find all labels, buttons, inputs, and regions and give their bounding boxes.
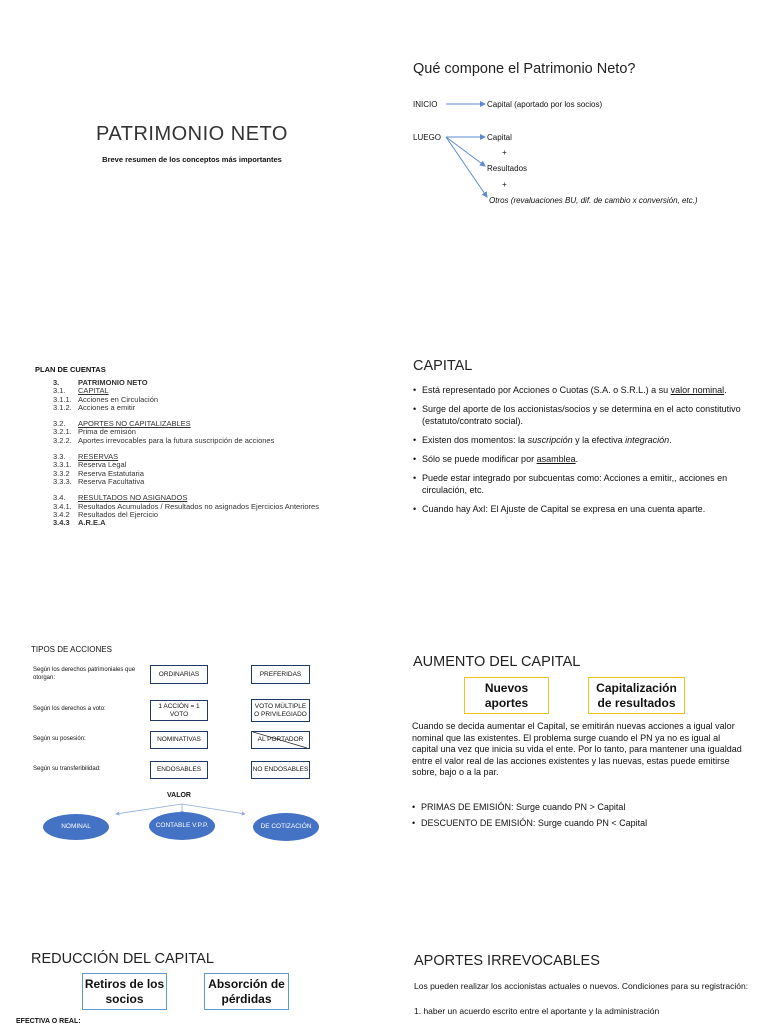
slide-title-heading: PATRIMONIO NETO (96, 123, 288, 145)
slide-aportes-irrevocables (384, 940, 768, 1024)
tipo-box: NO ENDOSABLES (251, 761, 310, 779)
plan-row: 3.2.2. Aportes irrevocables para la futura suscripción de acciones (53, 435, 275, 445)
plan-row: 3.3.2 Reserva Estatutaria (53, 468, 144, 478)
plan-row: 3.4. RESULTADOS NO ASIGNADOS (53, 493, 188, 503)
slide-aumento-capital (384, 640, 768, 960)
list-item: • Puede estar integrado por subcuentas como: Acciones a emitir,, acciones en circulación, etc. (413, 472, 753, 496)
list-item: • Cuando hay AxI: El Ajuste de Capital se expresa en una cuenta aparte. (413, 503, 753, 515)
plan-row: 3.2.1. Prima de emisión (53, 427, 136, 437)
plan-row: 3.4.1. Resultados Acumulados / Resultados no asignados Ejercicios Anteriores (53, 501, 319, 511)
valor-contable: CONTABLE V.P.P. (149, 812, 215, 840)
plan-row: 3.2. APORTES NO CAPITALIZABLES (53, 419, 191, 429)
aumento-bullets (412, 801, 752, 836)
box-absorcion: Absorción de pérdidas (204, 973, 289, 1010)
list-item: • DESCUENTO DE EMISIÓN: Surge cuando PN < Capital (412, 817, 752, 829)
capital-heading: CAPITAL (413, 358, 473, 374)
valor-cotizacion: DE COTIZACIÓN (253, 813, 319, 841)
tipo-label: Según su posesión: (33, 736, 86, 742)
box-nuevos-aportes: Nuevos aportes (464, 677, 549, 714)
plan-row: 3. PATRIMONIO NETO (53, 378, 148, 387)
valor-arrows (0, 640, 384, 960)
tipo-box: PREFERIDAS (251, 665, 310, 684)
list-item: • PRIMAS DE EMISIÓN: Surge cuando PN > Capital (412, 801, 752, 813)
label-plus-1: + (502, 148, 507, 157)
valor-nominal: NOMINAL (43, 814, 109, 840)
aportes-paragraph: Los pueden realizar los accionistas actuales o nuevos. Condiciones para su registración: (414, 981, 749, 991)
plan-row: 3.4.3 A.R.E.A (53, 518, 106, 528)
box-retiros: Retiros de los socios (82, 973, 167, 1010)
efectiva-label: EFECTIVA O REAL: (16, 1018, 81, 1024)
tipo-label: Según su transferibilidad: (33, 766, 101, 772)
plan-row: 3.3. RESERVAS (53, 452, 119, 462)
list-item: • Está representado por Acciones o Cuotas (S.A. o S.R.L.) a su valor nominal. (413, 384, 753, 396)
plan-cuentas-heading: PLAN DE CUENTAS (35, 365, 106, 374)
plan-row: 3.3.1. Reserva Legal (53, 460, 127, 470)
slide-reduccion-capital (0, 940, 384, 1024)
plan-row: 3.1. CAPITAL (53, 386, 109, 396)
slide-title (0, 0, 384, 320)
plan-cuentas-list (53, 379, 383, 527)
plan-row: 3.1.1. Acciones en Circulación (53, 394, 159, 404)
tipo-box: AL PORTADOR (251, 731, 310, 749)
tipo-box: NOMINATIVAS (150, 731, 208, 749)
tipos-heading: TIPOS DE ACCIONES (31, 645, 112, 654)
slide-composition (384, 0, 768, 320)
valor-label: VALOR (167, 792, 191, 799)
plan-row: 3.4.2 Resultados del Ejercicio (53, 509, 159, 519)
plan-row: 3.3.3. Reserva Facultativa (53, 476, 145, 486)
label-capital: Capital (487, 133, 512, 142)
aportes-item: 1. haber un acuerdo escrito entre el aportante y la administración (414, 1006, 660, 1016)
tipo-label: Según los derechos patrimoniales que otorgan: (33, 667, 136, 681)
reduccion-heading: REDUCCIÓN DEL CAPITAL (31, 951, 214, 967)
aumento-paragraph: Cuando se decida aumentar el Capital, se emitirán nuevas acciones a igual valor nominal que las existentes. El problema surge cuando el PN ya no es igual al capital una vez que inicia su vida el ente. Por lo tanto, para mantener una igualdad entre el valor real de las acciones existentes y las nuevas, estas puede emitirse sobre, bajo o a la par. (412, 721, 742, 777)
box-capitalizacion: Capitalización de resultados (588, 677, 685, 714)
aumento-heading: AUMENTO DEL CAPITAL (413, 654, 581, 670)
capital-bullets (413, 384, 753, 522)
label-luego: LUEGO (413, 133, 442, 142)
label-inicio: INICIO (413, 100, 438, 109)
label-plus-2: + (502, 180, 507, 189)
label-resultados: Resultados (487, 164, 528, 173)
slide-plan-cuentas (0, 320, 384, 640)
arrows-diagram (384, 0, 768, 320)
tipo-box: 1 ACCIÓN = 1 VOTO (150, 700, 208, 721)
tipo-label: Según los derechos a voto: (33, 706, 106, 712)
tipo-box: ORDINARIAS (150, 665, 208, 684)
label-otros: Otros (revaluaciones BU, dif. de cambio x conversión, etc.) (489, 196, 698, 205)
label-capital-aportado: Capital (aportado por los socios) (487, 100, 603, 109)
tipo-box: ENDOSABLES (150, 761, 208, 779)
slide-tipos-acciones (0, 640, 384, 960)
aportes-heading: APORTES IRREVOCABLES (414, 953, 600, 969)
list-item: • Surge del aporte de los accionistas/socios y se determina en el acto constitutivo (estatuto/contrato social). (413, 403, 753, 427)
slide-title-subtitle: Breve resumen de los conceptos más importantes (102, 155, 282, 164)
list-item: • Existen dos momentos: la suscripción y la efectiva integración. (413, 434, 753, 446)
slide-composition-heading: Qué compone el Patrimonio Neto? (413, 61, 636, 77)
slide-capital (384, 320, 768, 640)
plan-row: 3.1.2. Acciones a emitir (53, 402, 136, 412)
list-item: • Sólo se puede modificar por asamblea. (413, 453, 753, 465)
tipo-box: VOTO MÚLTIPLE O PRIVILEGIADO (251, 699, 310, 722)
